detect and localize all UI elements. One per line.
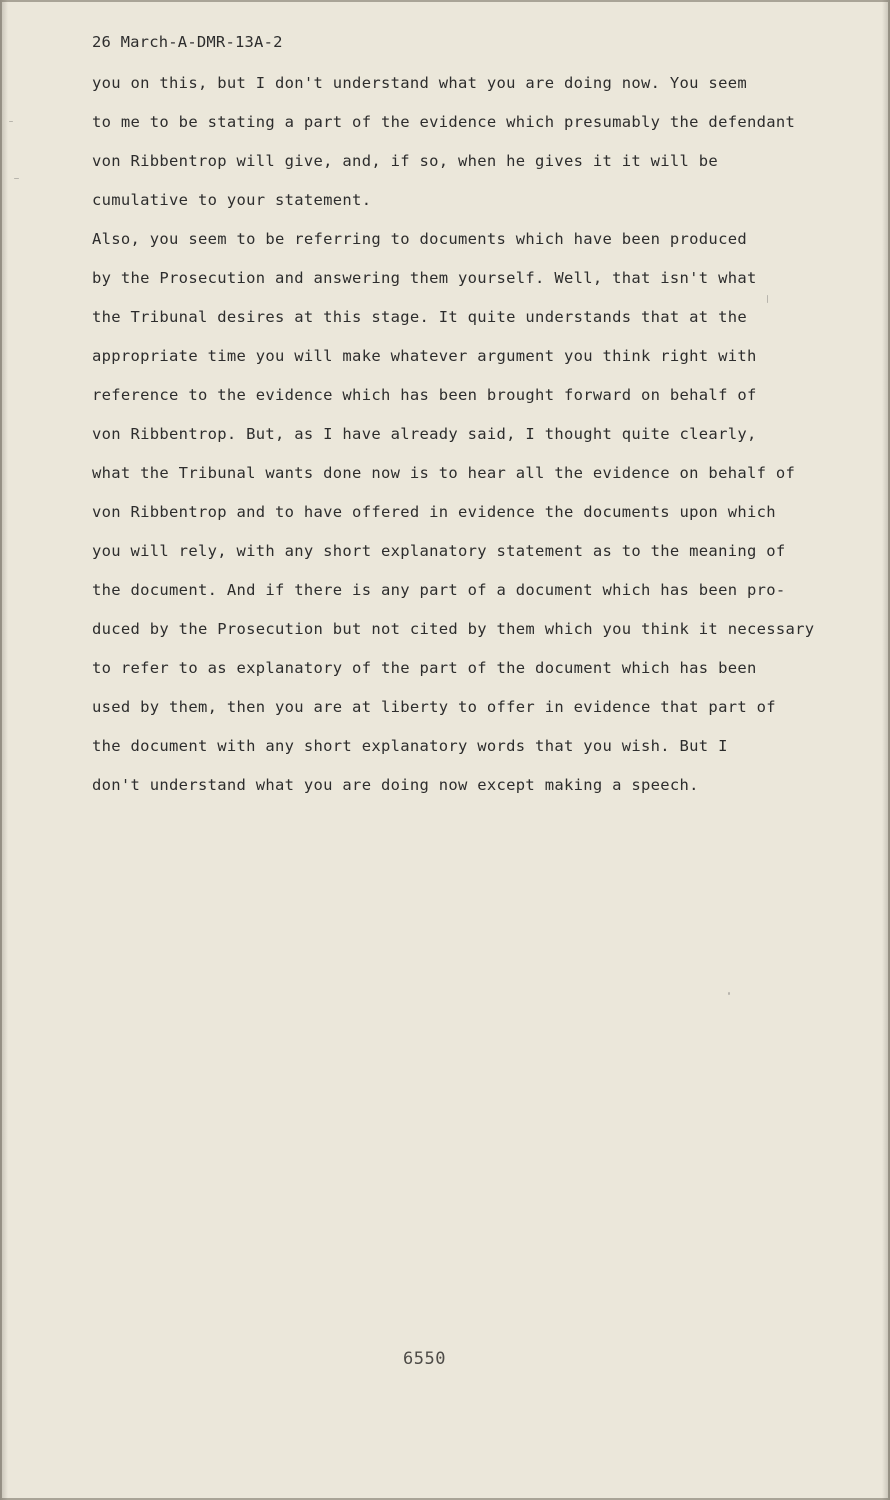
page-number: 6550 (403, 1349, 446, 1369)
left-page-edge (0, 0, 8, 1500)
text-line: the document with any short explanatory words that you wish. But I (92, 737, 728, 755)
paper-mark (14, 178, 19, 179)
text-line: to me to be stating a part of the evidence which presumably the defendant (92, 113, 796, 131)
text-line: don't understand what you are doing now except making a speech. (92, 776, 699, 794)
document-header: 26 March-A-DMR-13A-2 (92, 33, 283, 51)
text-line: by the Prosecution and answering them yourself. Well, that isn't what (92, 269, 757, 287)
paper-mark (728, 992, 730, 995)
paper-mark (9, 121, 13, 122)
text-line: you will rely, with any short explanatory statement as to the meaning of (92, 542, 786, 560)
text-line: von Ribbentrop will give, and, if so, when he gives it it will be (92, 152, 719, 170)
text-line: you on this, but I don't understand what you are doing now. You seem (92, 74, 747, 92)
text-line: reference to the evidence which has been brought forward on behalf of (92, 386, 757, 404)
text-line: the document. And if there is any part of a document which has been pro- (92, 581, 786, 599)
text-line: duced by the Prosecution but not cited by them which you think it necessary (92, 620, 815, 638)
text-line: what the Tribunal wants done now is to hear all the evidence on behalf of (92, 464, 796, 482)
text-line: to refer to as explanatory of the part of the document which has been (92, 659, 757, 677)
text-line: used by them, then you are at liberty to offer in evidence that part of (92, 698, 776, 716)
text-line: the Tribunal desires at this stage. It quite understands that at the (92, 308, 747, 326)
text-line: von Ribbentrop and to have offered in evidence the documents upon which (92, 503, 776, 521)
text-line: appropriate time you will make whatever argument you think right with (92, 347, 757, 365)
text-line: cumulative to your statement. (92, 191, 372, 209)
text-line: Also, you seem to be referring to documents which have been produced (92, 230, 747, 248)
paper-mark (767, 295, 768, 303)
right-page-edge (882, 0, 890, 1500)
text-line: von Ribbentrop. But, as I have already said, I thought quite clearly, (92, 425, 757, 443)
